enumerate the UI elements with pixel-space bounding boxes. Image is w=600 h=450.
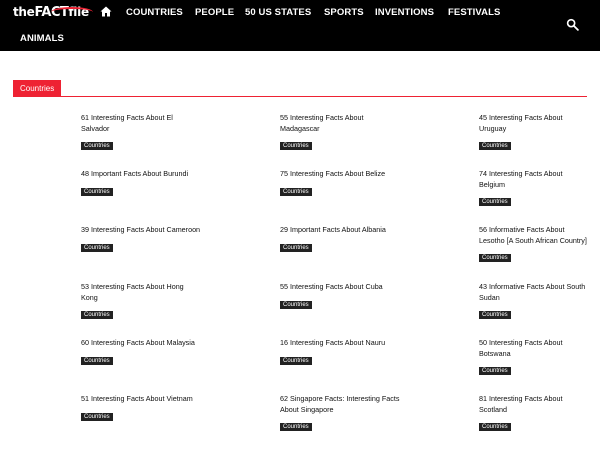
article-card[interactable] bbox=[280, 169, 400, 198]
category-badge[interactable]: Countries bbox=[280, 142, 312, 150]
logo-the: the bbox=[13, 5, 35, 19]
category-badge[interactable]: Countries bbox=[479, 198, 511, 206]
category-badge[interactable]: Countries bbox=[81, 142, 113, 150]
category-badge[interactable]: Countries bbox=[81, 244, 113, 252]
article-title[interactable]: 60 Interesting Facts About Malaysia bbox=[81, 338, 195, 347]
nav-countries[interactable]: COUNTRIES bbox=[126, 7, 183, 18]
section-divider bbox=[13, 96, 587, 97]
article-card[interactable] bbox=[81, 394, 201, 423]
nav-inventions[interactable]: INVENTIONS bbox=[375, 7, 435, 18]
nav-animals[interactable]: ANIMALS bbox=[20, 33, 64, 44]
article-title[interactable]: 48 Important Facts About Burundi bbox=[81, 169, 189, 178]
article-card[interactable] bbox=[280, 225, 400, 254]
article-title[interactable]: 16 Interesting Facts About Nauru bbox=[280, 338, 386, 347]
category-badge[interactable]: Countries bbox=[280, 423, 312, 431]
article-card[interactable] bbox=[280, 282, 400, 311]
article-card[interactable] bbox=[479, 225, 589, 264]
article-card[interactable] bbox=[479, 169, 589, 208]
nav-50-us-states[interactable]: 50 US STATES bbox=[245, 7, 312, 18]
article-title[interactable]: 43 Informative Facts About South Sudan bbox=[479, 282, 586, 302]
article-title[interactable]: 74 Interesting Facts About Belgium bbox=[479, 169, 563, 189]
article-title[interactable]: 81 Interesting Facts About Scotland bbox=[479, 394, 563, 414]
category-badge[interactable]: Countries bbox=[280, 188, 312, 196]
article-card[interactable] bbox=[479, 338, 589, 377]
category-badge[interactable]: Countries bbox=[81, 413, 113, 421]
category-badge[interactable]: Countries bbox=[81, 311, 113, 319]
category-badge[interactable]: Countries bbox=[81, 188, 113, 196]
category-badge[interactable]: Countries bbox=[479, 142, 511, 150]
category-badge[interactable]: Countries bbox=[479, 423, 511, 431]
search-icon[interactable] bbox=[566, 18, 579, 31]
article-card[interactable] bbox=[81, 338, 201, 367]
article-card[interactable] bbox=[479, 113, 589, 152]
article-card[interactable] bbox=[81, 169, 201, 198]
article-card[interactable] bbox=[479, 282, 589, 321]
logo-swoosh-icon bbox=[51, 7, 93, 17]
category-badge[interactable]: Countries bbox=[479, 254, 511, 262]
article-title[interactable]: 29 Important Facts About Albania bbox=[280, 225, 386, 234]
article-title[interactable]: 55 Interesting Facts About Madagascar bbox=[280, 113, 364, 133]
article-title[interactable]: 56 Informative Facts About Lesotho [A South African Country] bbox=[479, 225, 587, 245]
article-title[interactable]: 61 Interesting Facts About El Salvador bbox=[81, 113, 173, 133]
logo-file: file bbox=[68, 5, 89, 19]
article-card[interactable] bbox=[81, 225, 201, 254]
article-title[interactable]: 45 Interesting Facts About Uruguay bbox=[479, 113, 563, 133]
nav-people[interactable]: PEOPLE bbox=[195, 7, 235, 18]
category-badge[interactable]: Countries bbox=[280, 357, 312, 365]
section-title-tab[interactable]: Countries bbox=[13, 80, 61, 97]
article-title[interactable]: 53 Interesting Facts About Hong Kong bbox=[81, 282, 184, 302]
category-badge[interactable]: Countries bbox=[81, 357, 113, 365]
site-logo[interactable] bbox=[13, 5, 89, 21]
nav-festivals[interactable]: FESTIVALS bbox=[448, 7, 501, 18]
article-title[interactable]: 75 Interesting Facts About Belize bbox=[280, 169, 386, 178]
nav-sports[interactable]: SPORTS bbox=[324, 7, 364, 18]
category-badge[interactable]: Countries bbox=[280, 301, 312, 309]
article-card[interactable] bbox=[81, 282, 201, 321]
article-title[interactable]: 39 Interesting Facts About Cameroon bbox=[81, 225, 201, 234]
article-card[interactable] bbox=[280, 113, 400, 152]
article-card[interactable] bbox=[81, 113, 201, 152]
article-card[interactable] bbox=[280, 394, 400, 433]
article-title[interactable]: 55 Interesting Facts About Cuba bbox=[280, 282, 383, 291]
article-title[interactable]: 62 Singapore Facts: Interesting Facts About Singapore bbox=[280, 394, 400, 414]
category-badge[interactable]: Countries bbox=[479, 367, 511, 375]
article-card[interactable] bbox=[280, 338, 400, 367]
logo-fact: FACT bbox=[34, 5, 69, 20]
category-badge[interactable]: Countries bbox=[479, 311, 511, 319]
article-title[interactable]: 51 Interesting Facts About Vietnam bbox=[81, 394, 193, 403]
article-title[interactable]: 50 Interesting Facts About Botswana bbox=[479, 338, 563, 358]
category-badge[interactable]: Countries bbox=[280, 244, 312, 252]
top-navigation-bar bbox=[0, 0, 600, 51]
article-card[interactable] bbox=[479, 394, 589, 433]
home-icon[interactable] bbox=[100, 6, 112, 17]
